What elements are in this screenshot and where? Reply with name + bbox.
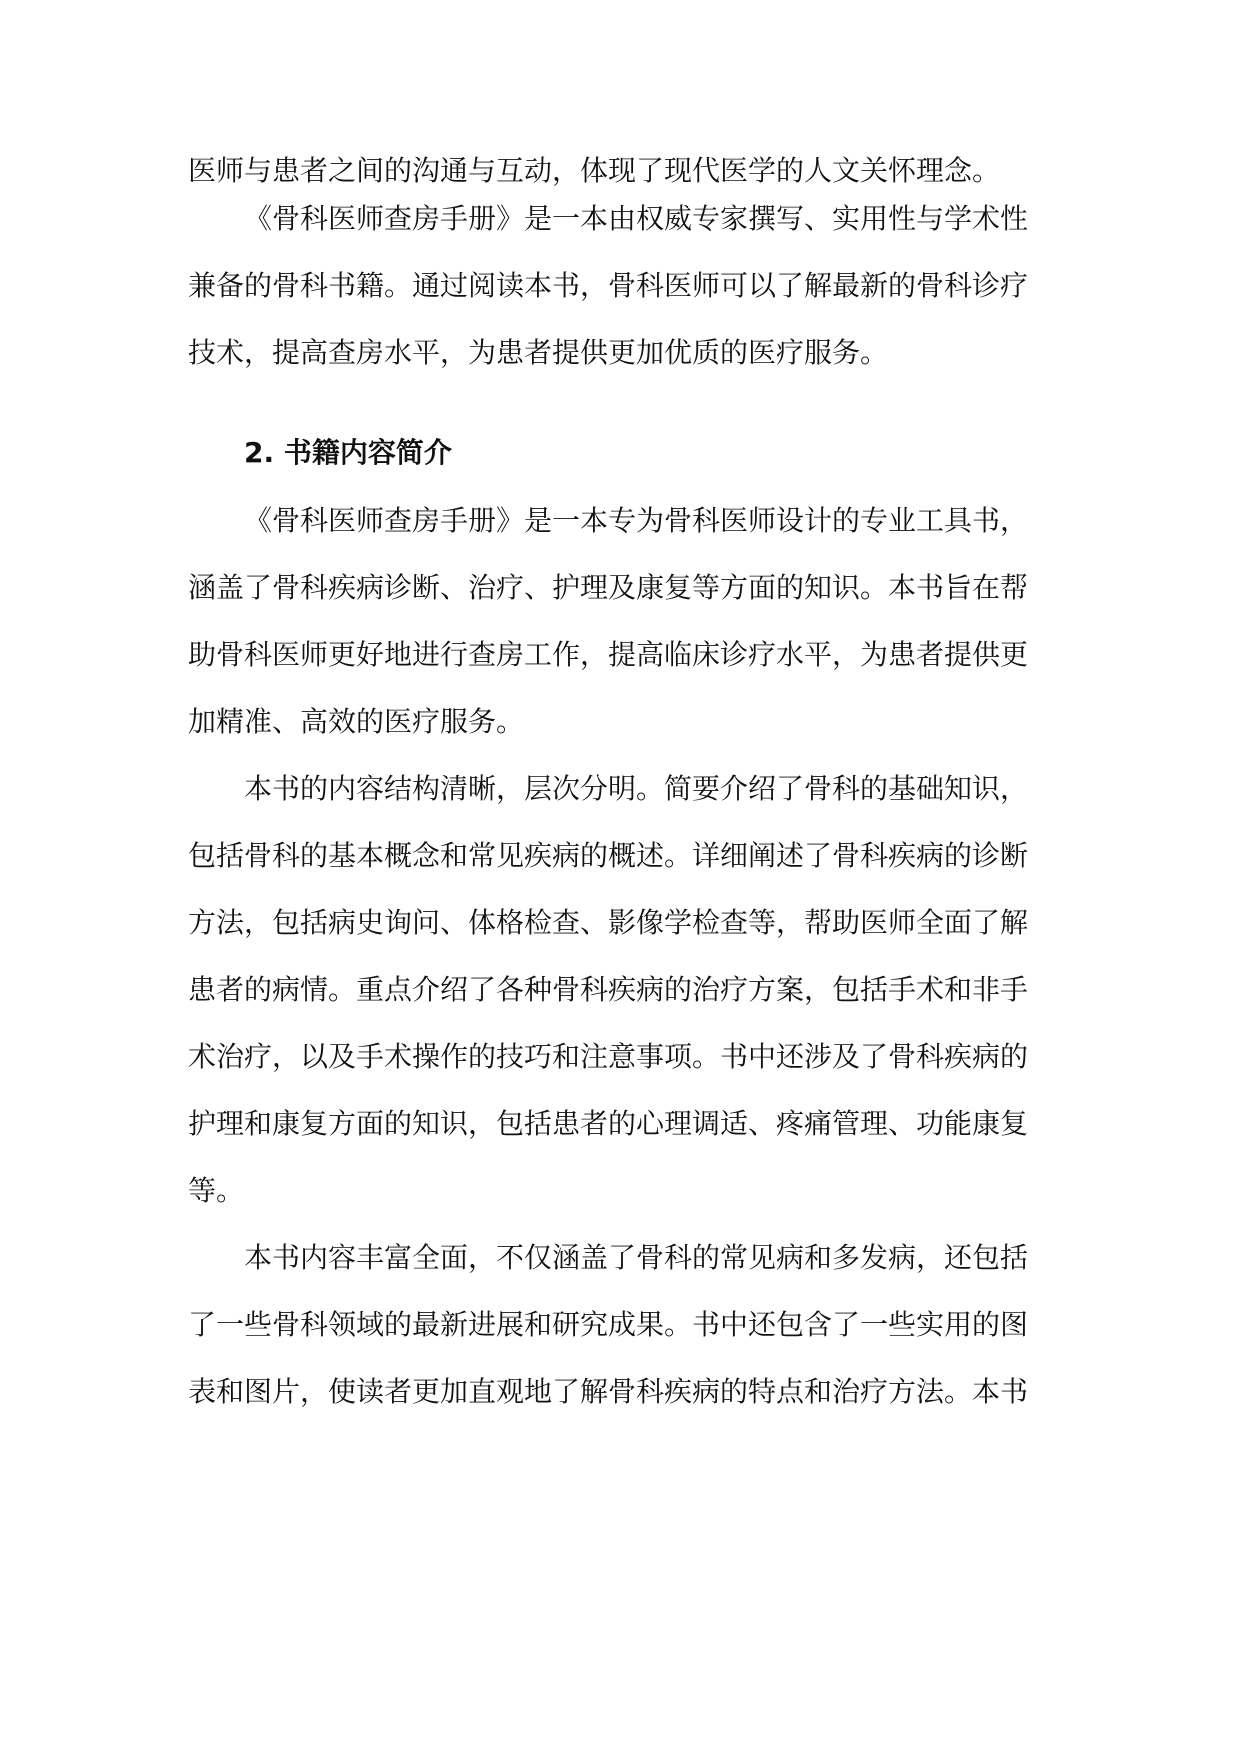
- paragraph-3-line-3: 助骨科医师更好地进行查房工作，提高临床诊疗水平，为患者提供更: [188, 638, 1029, 671]
- paragraph-4-line-2: 包括骨科的基本概念和常见疾病的概述。详细阐述了骨科疾病的诊断: [188, 839, 1029, 872]
- paragraph-3-line-2: 涵盖了骨科疾病诊断、治疗、护理及康复等方面的知识。本书旨在帮: [188, 571, 1029, 604]
- paragraph-4-line-6: 护理和康复方面的知识，包括患者的心理调适、疼痛管理、功能康复: [188, 1107, 1029, 1140]
- paragraph-3-line-1: 《骨科医师查房手册》是一本专为骨科医师设计的专业工具书，: [244, 504, 1029, 537]
- section-heading: 2. 书籍内容简介: [244, 436, 452, 469]
- paragraph-5-line-3: 表和图片，使读者更加直观地了解骨科疾病的特点和治疗方法。本书: [188, 1375, 1029, 1408]
- paragraph-3-line-4: 加精准、高效的医疗服务。: [188, 705, 525, 738]
- paragraph-2-line-1: 《骨科医师查房手册》是一本由权威专家撰写、实用性与学术性: [244, 202, 1029, 235]
- paragraph-4-line-3: 方法，包括病史询问、体格检查、影像学检查等，帮助医师全面了解: [188, 906, 1029, 939]
- paragraph-2-line-2: 兼备的骨科书籍。通过阅读本书，骨科医师可以了解最新的骨科诊疗: [188, 269, 1029, 302]
- paragraph-4-line-1: 本书的内容结构清晰，层次分明。简要介绍了骨科的基础知识，: [244, 772, 1029, 805]
- paragraph-4-line-5: 术治疗，以及手术操作的技巧和注意事项。书中还涉及了骨科疾病的: [188, 1040, 1029, 1073]
- paragraph-5-line-1: 本书内容丰富全面，不仅涵盖了骨科的常见病和多发病，还包括: [244, 1241, 1029, 1274]
- paragraph-4-line-7: 等。: [188, 1174, 245, 1207]
- paragraph-4-line-4: 患者的病情。重点介绍了各种骨科疾病的治疗方案，包括手术和非手: [188, 973, 1029, 1006]
- paragraph-1-line-1: 医师与患者之间的沟通与互动，体现了现代医学的人文关怀理念。: [188, 154, 1001, 187]
- paragraph-5-line-2: 了一些骨科领域的最新进展和研究成果。书中还包含了一些实用的图: [188, 1308, 1029, 1341]
- paragraph-2-line-3: 技术，提高查房水平，为患者提供更加优质的医疗服务。: [188, 336, 889, 369]
